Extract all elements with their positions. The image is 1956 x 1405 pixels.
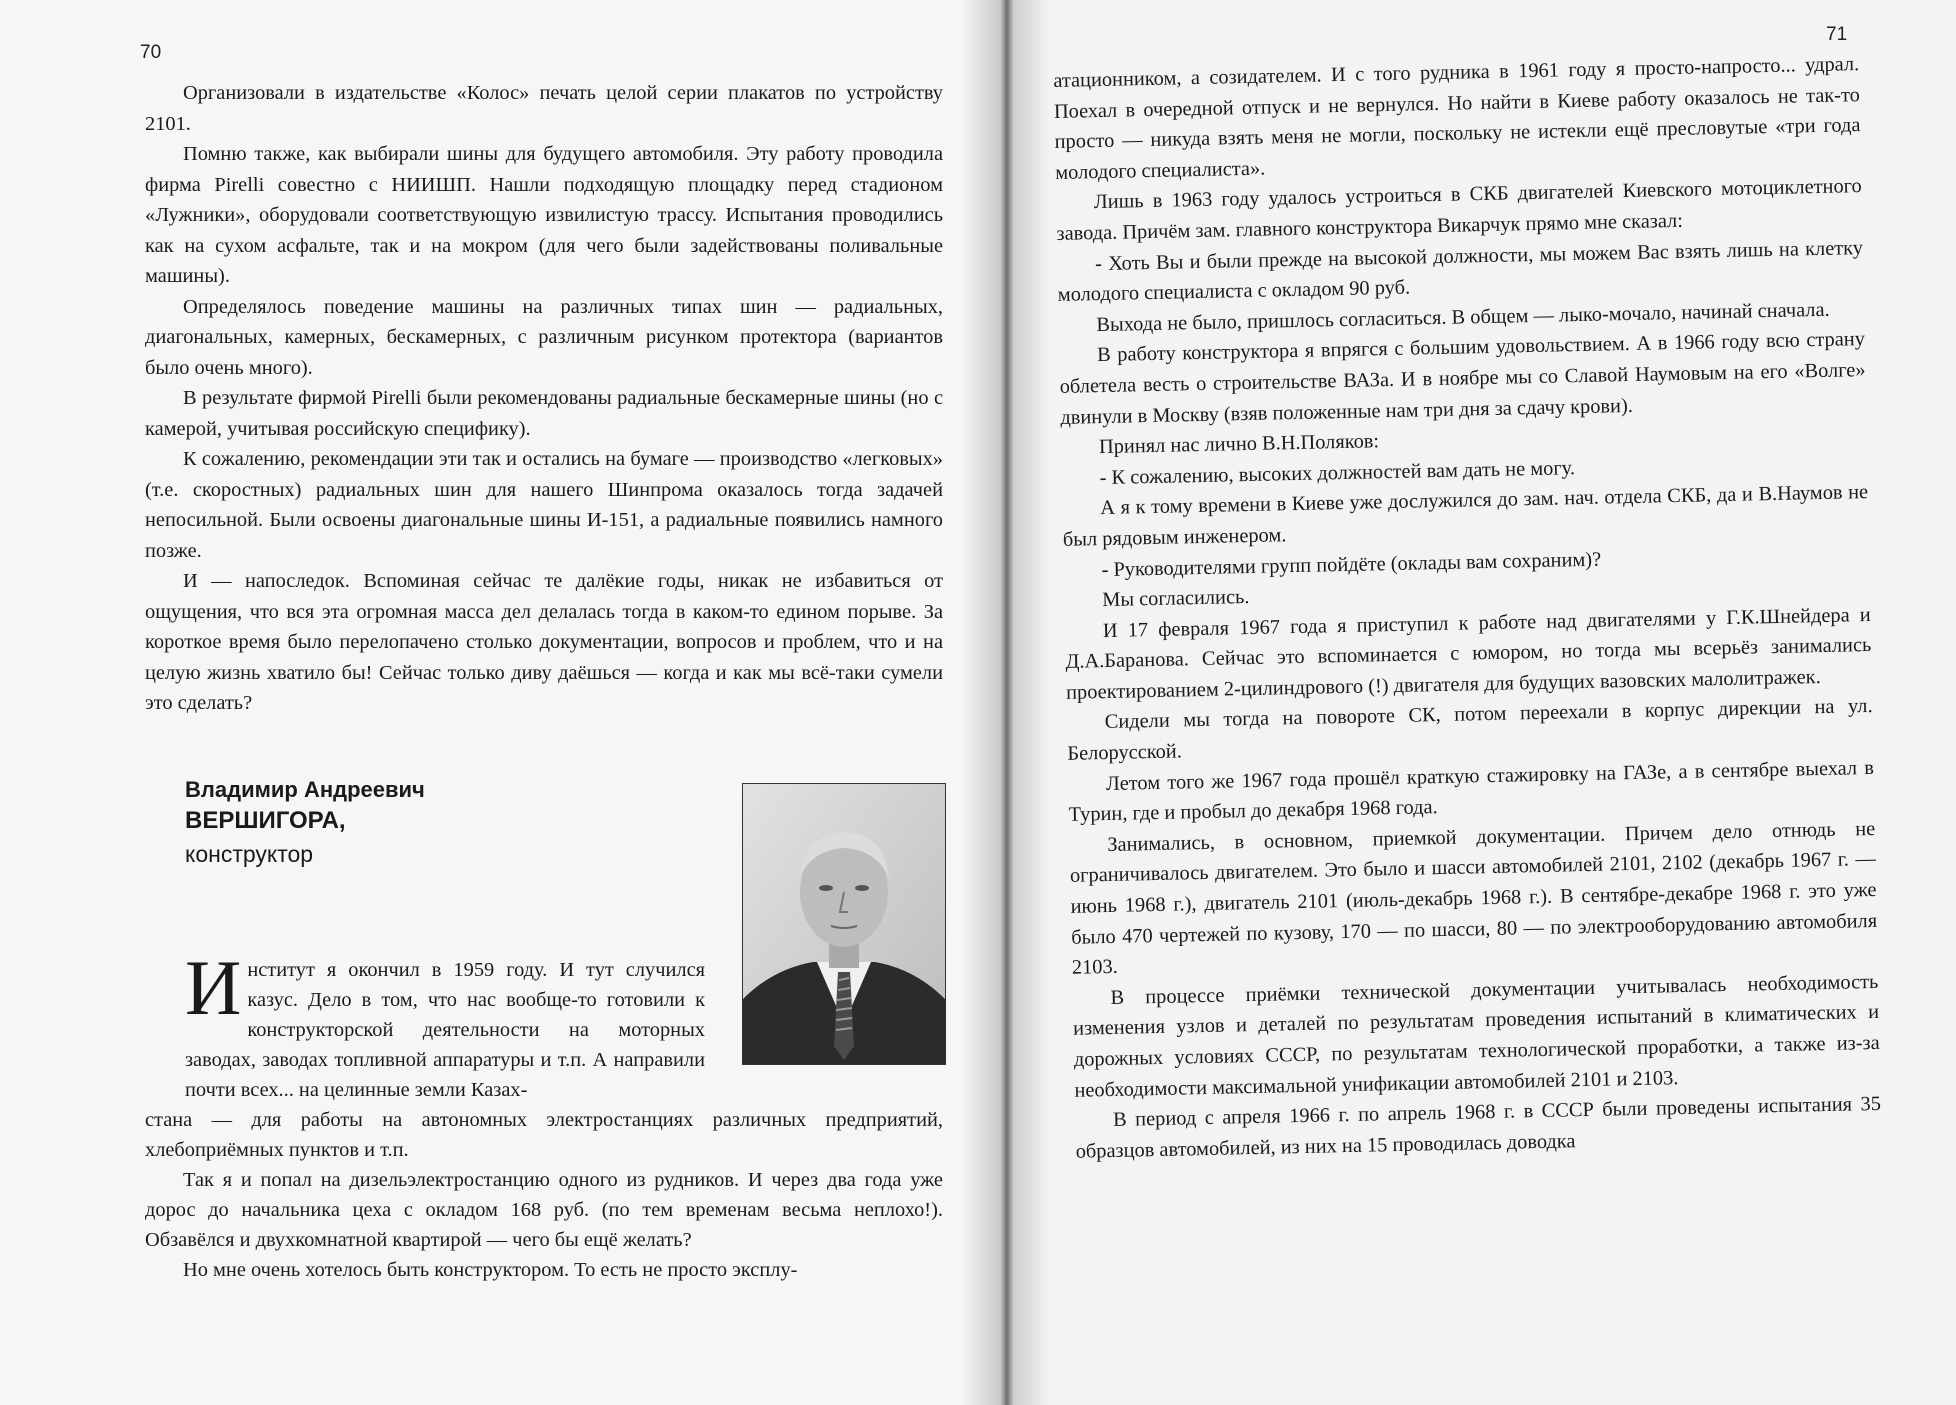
- drop-cap: И: [185, 944, 242, 1031]
- paragraph: атационником, а созидателем. И с того рудника в 1961 году я просто-напросто... удрал. Поехал в очередной отпуск и не вернулся. Но найти в Киеве работу оказалось не так-то просто — никуда взять меня не могли, поскольку не истекли ещё пресловутые «три года молодого специалиста».: [1053, 53, 1861, 184]
- paragraph: Помню также, как выбирали шины для будущего автомобиля. Эту работу проводила фирма Pirelli совестно с НИИШП. Нашли подходящую площадку перед стадионом «Лужники», оборудовали соответствующую извилистую трассу. Испытания проводились как на сухом асфальте, так и на мокром (для чего были задействованы поливальные машины).: [145, 143, 943, 287]
- intro-text: нститут я окончил в 1959 году. И тут случился казус. Дело в том, что нас вообще-то готовили к конструкторской деятельности на моторных заводах, заводах топливной аппаратуры и т.п. А направили почти всех... на целинные земли Казах-: [185, 959, 705, 1101]
- left-article-text: [145, 78, 943, 719]
- author-first-name: Владимир Андреевич: [185, 777, 425, 802]
- article-intro: [185, 944, 705, 1105]
- paragraph: - Хоть Вы и были прежде на высокой должности, мы можем Вас взять лишь на клетку молодого специалиста с окладом 90 руб.: [1057, 236, 1864, 307]
- paragraph: Лишь в 1963 году удалось устроиться в СКБ двигателей Киевского мотоциклетного завода. Причём зам. главного конструктора Викарчук прямо мне сказал:: [1056, 175, 1862, 245]
- paragraph: А я к тому времени в Киеве уже дослужился до зам. нач. отдела СКБ, да и В.Наумов не был рядовым инженером.: [1062, 481, 1869, 551]
- paragraph: Но мне очень хотелось быть конструктором. То есть не просто эксплу-: [183, 1259, 798, 1281]
- book-gutter-shadow: [960, 0, 1050, 1405]
- paragraph: Летом того же 1967 года прошёл краткую стажировку на ГАЗе, а в сентябре выехал в Турин, где и пробыл до декабря 1968 года.: [1068, 756, 1875, 827]
- author-role: конструктор: [185, 841, 314, 867]
- right-article-text: [1053, 49, 1882, 1167]
- page-number-left: 70: [140, 42, 162, 63]
- paragraph: Определялось поведение машины на различных типах шин — радиальных, диагональных, камерных, бескамерных, с различным рисунком протектора (вариантов было очень много).: [145, 295, 943, 379]
- paragraph: стана — для работы на автономных электростанциях различных предприятий, хлебоприёмных пунктов и т.п.: [145, 1109, 943, 1161]
- paragraph: И — напоследок. Вспоминая сейчас те далёкие годы, никак не избавиться от ощущения, что вся эта огромная масса дел делалась тогда в каком-то едином порыве. За короткое время было перелопачено столько документации, вопросов и проблем, что и на целую жизнь хватило бы! Сейчас только диву даёшься — когда и как мы всё-таки сумели это сделать?: [145, 570, 943, 714]
- paragraph: В результате фирмой Pirelli были рекомендованы радиальные бескамерные шины (но с камерой, учитывая российскую специфику).: [145, 387, 943, 440]
- paragraph: В период с апреля 1966 г. по апрель 1968 г. в СССР были проведены испытания 35 образцов автомобилей, из них на 15 проводилась доводка: [1075, 1093, 1882, 1163]
- paragraph: Сидели мы тогда на повороте СК, потом переехали в корпус дирекции на ул. Белорусской.: [1067, 695, 1873, 765]
- author-heading: [185, 775, 705, 871]
- paragraph: Мы согласились.: [1101, 586, 1250, 612]
- paragraph: Занимались, в основном, приемкой документации. Причем дело отнюдь не ограничивалось двигателем. Это было и шасси автомобилей 2101, 2102 (декабрь 1967 г. — июнь 1968 г.), двигатель 2101 (июль-декабрь 1968 г.). В сентябре-декабре 1968 г. это уже было 470 чертежей по кузову, 170 — по шасси, 80 — по электрооборудованию автомобиля 2103.: [1069, 817, 1878, 980]
- portrait-photo-icon: [743, 784, 945, 1064]
- paragraph: - К сожалению, высоких должностей вам дать не могу.: [1099, 456, 1576, 489]
- paragraph: Принял нас лично В.Н.Поляков:: [1098, 430, 1380, 459]
- paragraph: В процессе приёмки технической документации учитывалась необходимость изменения узлов и деталей по результатам проведения испытаний в климатических и дорожных условиях СССР, по результатам технологической проработки, а также из-за необходимости максимальной унификации автомобилей 2101 и 2103.: [1072, 970, 1880, 1102]
- paragraph: Выхода не было, пришлось согласиться. В общем — лыко-мочало, начинай сначала.: [1096, 298, 1830, 336]
- paragraph: К сожалению, рекомендации эти так и остались на бумаге — производство «легковых» (т.е. скоростных) радиальных шин для нашего Шинпрома оказалось тогда задачей непосильной. Были освоены диагональные шины И-151, а радиальные появились намного позже.: [145, 448, 943, 562]
- paragraph: В работу конструктора я впрягся с большим удовольствием. А в 1966 году всю страну облетела весть о строительстве ВАЗа. И в ноябре мы со Славой Наумовым на его «Волге» двинули в Москву (взяв положенные нам три дня за сдачу крови).: [1059, 328, 1866, 429]
- paragraph: Так я и попал на дизельэлектростанцию одного из рудников. И через два года уже дорос до начальника цеха с окладом 168 руб. (по тем временам весьма неплохо!). Обзавёлся и двухкомнатной квартирой — чего бы ещё желать?: [145, 1169, 943, 1251]
- page-number-right: 71: [1826, 24, 1848, 45]
- paragraph: Организовали в издательстве «Колос» печать целой серии плакатов по устройству 2101.: [145, 82, 943, 135]
- paragraph: И 17 февраля 1967 года я приступил к работе над двигателями у Г.К.Шнейдера и Д.А.Баранова. Сейчас это вспоминается с юмором, но тогда мы всерьёз занимались проектированием 2-цилиндрового (!) двигателя для будущих вазовских малолитражек.: [1065, 603, 1872, 704]
- author-portrait-photo: [742, 783, 946, 1065]
- author-last-name: ВЕРШИГОРА,: [185, 807, 346, 834]
- article-body-left: [145, 1105, 943, 1285]
- paragraph: - Руководителями групп пойдёте (оклады вам сохраним)?: [1101, 548, 1602, 581]
